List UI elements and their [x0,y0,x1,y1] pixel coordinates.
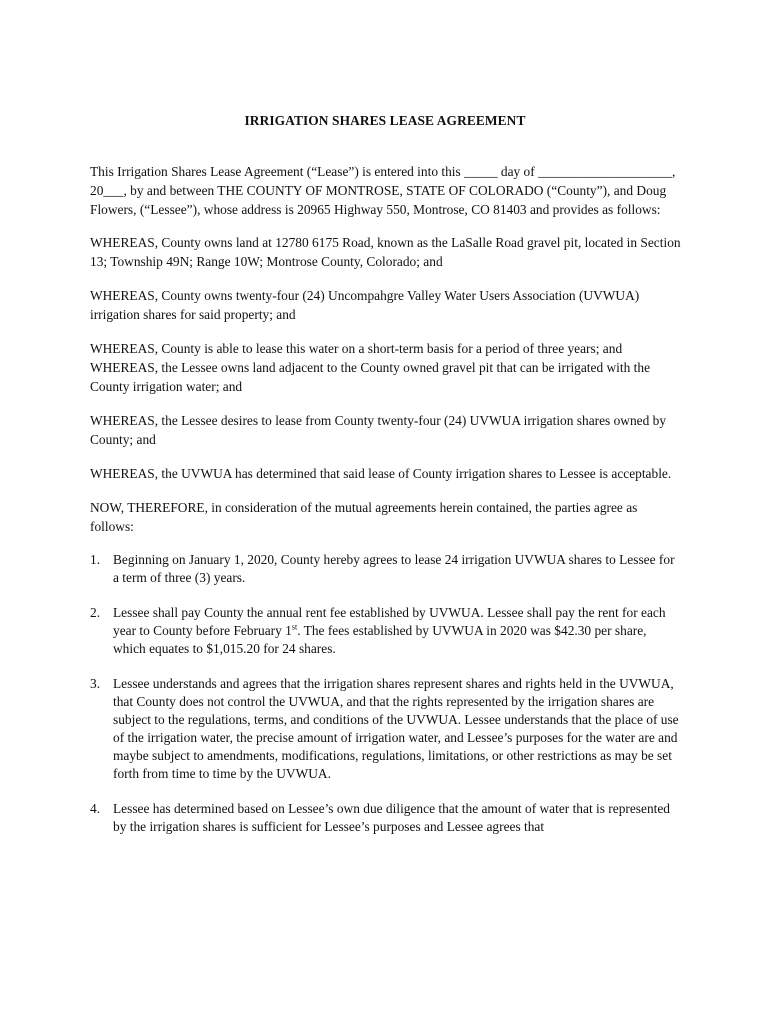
list-item [90,551,682,587]
ordinal-superscript: st [291,622,298,632]
item-text: Lessee understands and agrees that the irrigation shares represent shares and rights held in the UVWUA, that County does not control the UVWUA, and that the rights represented by the irrigation shares are subject to the regulations, terms, and conditions of the UVWUA. Lessee understands that the place of use of the irrigation water, the precise amount of irrigation water, and Lessee’s purposes for the water are and maybe subject to amendments, modifications, regulations, limitations, or other restrictions as may be set forth from time to time by the UVWUA. [113,676,679,781]
item-number: 3. [90,676,101,691]
item-text: Beginning on January 1, 2020, County hereby agrees to lease 24 irrigation UVWUA shares to Lessee for a term of three (3) years. [113,552,675,585]
list-item [90,675,682,783]
whereas-lessee-paragraph: WHEREAS, the Lessee desires to lease from County twenty-four (24) UVWUA irrigation shares owned by County; and [90,413,667,447]
whereas-uvwua-paragraph: WHEREAS, the UVWUA has determined that said lease of County irrigation shares to Lessee is acceptable. [90,466,672,481]
document-title: IRRIGATION SHARES LEASE AGREEMENT [244,113,526,128]
item-number: 1. [90,552,101,567]
document-body [90,162,682,853]
intro-paragraph: This Irrigation Shares Lease Agreement (“Lease”) is entered into this _____ day of ____________________, 20___, by and between THE COUNTY OF MONTROSE, STATE OF COLORADO (“County”), and Doug Flowers, (“Lessee”), whose address is 20965 Highway 550, Montrose, CO 81403 and provides as follows: [90,164,676,217]
item-number: 2. [90,605,101,620]
item-number: 4. [90,801,101,816]
list-item [90,604,682,658]
item-text: Lessee shall pay County the annual rent fee established by UVWUA. Lessee shall pay the rent for each year to County before February 1 [113,605,666,638]
whereas-lease-paragraph: WHEREAS, County is able to lease this water on a short-term basis for a period of three years; and WHEREAS, the Lessee owns land adjacent to the County owned gravel pit that can be irrigated with the County irrigation water; and [90,341,651,394]
item-text-continued: . The fees established by UVWUA in 2020 was $42.30 per share, which equates to $1,015.20 for 24 shares. [113,623,647,656]
item-text: Lessee has determined based on Lessee’s own due diligence that the amount of water that is represented by the irrigation shares is sufficient for Lessee’s purposes and Lessee agrees that [113,801,671,834]
now-therefore-paragraph: NOW, THEREFORE, in consideration of the mutual agreements herein contained, the parties agree as follows: [90,500,638,534]
whereas-shares-paragraph: WHEREAS, County owns twenty-four (24) Uncompahgre Valley Water Users Association (UVWUA) irrigation shares for said property; and [90,288,640,322]
whereas-land-paragraph: WHEREAS, County owns land at 12780 6175 Road, known as the LaSalle Road gravel pit, located in Section 13; Township 49N; Range 10W; Montrose County, Colorado; and [90,235,681,269]
agreement-items-list [90,551,682,836]
list-item [90,800,682,836]
